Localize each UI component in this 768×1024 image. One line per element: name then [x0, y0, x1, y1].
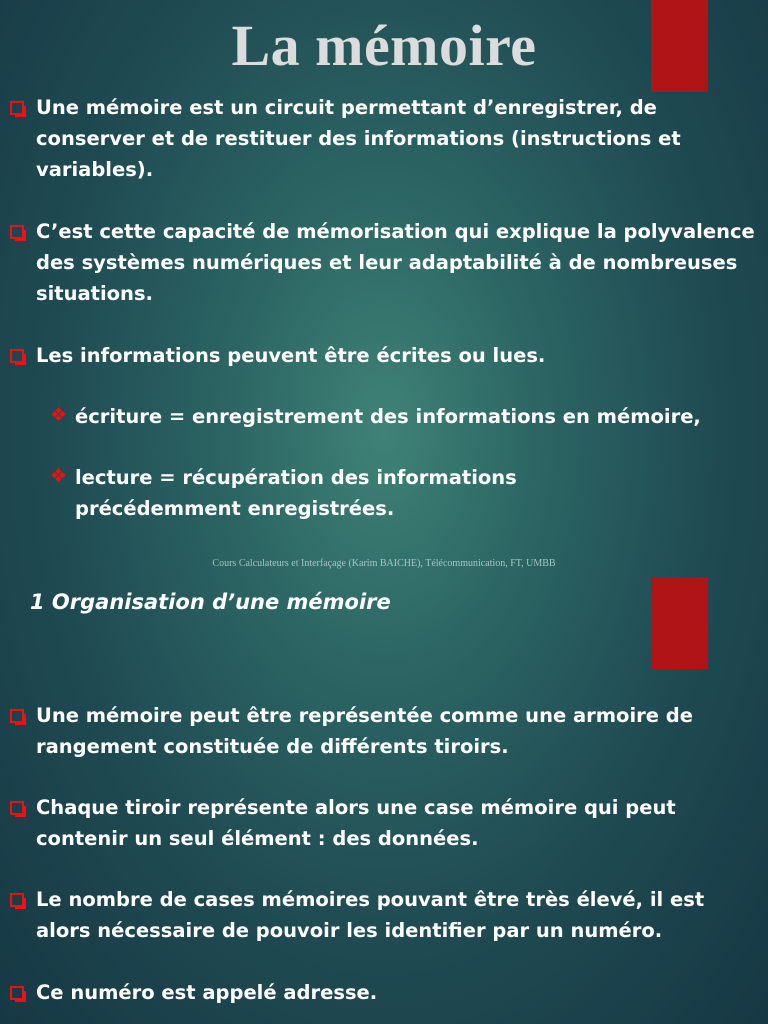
bullet-text: C’est cette capacité de mémorisation qui explique la polyvalence des systèmes numériques et leur adaptabilité à de nombreuses situations. [36, 220, 755, 305]
bullet-list [8, 792, 758, 854]
checkbox-bullet-icon [10, 893, 24, 907]
bullet-text: Une mémoire est un circuit permettant d’enregistrer, de conserver et de restituer des informations (instructions et variables). [36, 96, 681, 181]
bullet-list [8, 700, 758, 762]
bullet-list [8, 884, 758, 946]
list-item [8, 340, 758, 371]
checkbox-bullet-icon [10, 101, 24, 115]
checkbox-bullet-icon [10, 801, 24, 815]
sub-bullet-text: lecture = récupération des informations précédemment enregistrées. [75, 466, 517, 520]
list-item [8, 977, 758, 1008]
list-item [8, 700, 758, 762]
list-item [8, 884, 758, 946]
slide-title: La mémoire [231, 13, 537, 78]
slide-footer: Cours Calculateurs et Interfaçage (Karim BAICHE), Télécommunication, FT, UMBB [212, 558, 556, 569]
checkbox-bullet-icon [10, 709, 24, 723]
bullet-text: Les informations peuvent être écrites ou lues. [36, 344, 546, 367]
checkbox-bullet-icon [10, 986, 24, 1000]
sub-bullet-list [8, 462, 688, 524]
bullet-text: Une mémoire peut être représentée comme une armoire de rangement constituée de différents tiroirs. [36, 704, 693, 758]
diamond-bullet-icon: ❖ [50, 465, 68, 487]
red-accent-tab [651, 577, 708, 669]
section-title: 1 Organisation d’une mémoire [30, 590, 391, 614]
bullet-list [8, 340, 758, 371]
list-item [8, 401, 758, 432]
bullet-text: Le nombre de cases mémoires pouvant être très élevé, il est alors nécessaire de pouvoir les identifier par un numéro. [36, 888, 705, 942]
list-item [8, 216, 758, 309]
sub-bullet-list [8, 401, 758, 432]
bullet-list [8, 216, 758, 309]
diamond-bullet-icon: ❖ [50, 404, 68, 426]
bullet-text: Chaque tiroir représente alors une case mémoire qui peut contenir un seul élément : des données. [36, 796, 676, 850]
bullet-text: Ce numéro est appelé adresse. [36, 981, 378, 1004]
bullet-list [8, 92, 758, 185]
list-item [8, 92, 758, 185]
list-item [8, 462, 688, 524]
bullet-list [8, 977, 758, 1008]
slide-2 [0, 575, 768, 1024]
checkbox-bullet-icon [10, 349, 24, 363]
list-item [8, 792, 758, 854]
checkbox-bullet-icon [10, 225, 24, 239]
sub-bullet-text: écriture = enregistrement des informations en mémoire, [75, 405, 701, 428]
